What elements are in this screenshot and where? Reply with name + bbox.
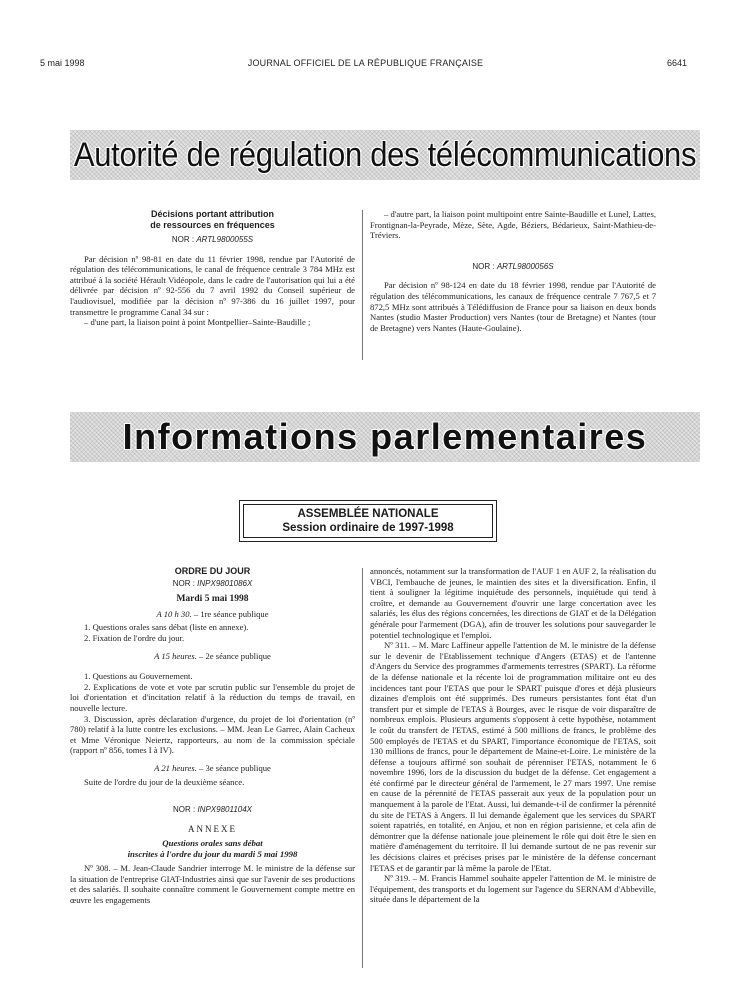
question-paragraph: annoncés, notamment sur la transformation de l'AUF 1 en AUF 2, la réalisation du VBCI, l'embauche de jeunes, le maintien des sites et la diversification. Enfin, il tient à souligner la légitime inquiétude des personnels, inquiétude qui tend à croître, et demande au Gouvernement d'ouvrir une large concertation avec les salariés, les élus des régions concernées, les directions de GIAT et de la Délégation générale pour l'armement (DGA), afin de trouver les solutions pour sauvegarder le potentiel technologique et l'emploi.	[370, 566, 656, 640]
agenda-column-right	[370, 566, 656, 905]
nor-code: INPX9801086X	[197, 578, 253, 588]
annexe-title: ANNEXE	[188, 823, 237, 834]
header-journal-title: JOURNAL OFFICIEL DE LA RÉPUBLIQUE FRANÇAISE	[247, 58, 484, 68]
decisions-title-line2: de ressources en fréquences	[150, 220, 275, 230]
nor-label: NOR :	[171, 235, 195, 244]
decision-list-item: – d'une part, la liaison point à point Montpellier–Sainte-Baudille ;	[84, 317, 311, 328]
session-label: – 1re séance publique	[191, 608, 269, 619]
decision-list-item: – d'autre part, la liaison point multipoint entre Sainte-Baudille et Lunel, Lattes, Frontignan-la-Peyrade, Mèze, Sète, Agde, Béziers, Bédarieux, Saint-Mathieu-de-Tréviers.	[370, 209, 656, 241]
session-label: – 2e séance publique	[196, 650, 271, 661]
session-time: A 10 h 30.	[156, 608, 192, 619]
nor-reference	[70, 805, 355, 816]
header-page-number: 6641	[666, 58, 687, 68]
decisions-title-line1: Décisions portant attribution	[150, 209, 274, 219]
agenda-item: 2. Fixation de l'ordre du jour.	[84, 632, 185, 643]
assemblee-title: ASSEMBLÉE NATIONALE	[297, 508, 439, 520]
decisions-column-right	[370, 209, 656, 333]
agenda-item: 1. Questions orales sans débat (liste en annexe).	[84, 622, 249, 633]
nor-label: NOR :	[472, 261, 495, 271]
session-heading	[70, 609, 355, 620]
session-time: A 21 heures.	[154, 762, 197, 773]
nor-code: INPX9801104X	[197, 805, 253, 815]
agenda-item: 2. Explications de vote et vote par scrutin public sur l'ensemble du projet de loi d'orientation et d'incitation relatif à la réduction du temps de travail, en nouvelle lecture.	[70, 681, 355, 713]
column-divider	[362, 568, 363, 968]
session-label: – 3e séance publique	[196, 762, 271, 773]
nor-code: ARTL9800056S	[496, 261, 554, 271]
banner-parliament-title: Informations parlementaires	[122, 416, 648, 457]
questions-title-line2: inscrites à l'ordre du jour du mardi 5 mai 1998	[127, 848, 298, 859]
header-date: 5 mai 1998	[40, 58, 85, 68]
nor-reference	[70, 579, 355, 590]
column-divider	[362, 210, 363, 360]
decisions-column-left	[70, 209, 355, 328]
session-time: A 15 heures.	[154, 650, 197, 661]
agenda-column-left	[70, 566, 355, 906]
agenda-title: ORDRE DU JOUR	[174, 566, 251, 576]
assemblee-box-inner	[243, 504, 493, 538]
nor-label: NOR :	[172, 805, 196, 815]
section-banner-parliament	[70, 412, 700, 462]
agenda-item: 1. Questions au Gouvernement.	[84, 671, 193, 682]
question-paragraph: Nº 319. – M. Francis Hammel souhaite appeler l'attention de M. le ministre de l'équipement, des transports et du logement sur l'agence du SERNAM d'Abbeville, située dans le département de la	[370, 873, 656, 905]
nor-reference	[70, 235, 355, 246]
agenda-day: Mardi 5 mai 1998	[176, 594, 249, 605]
question-paragraph: Nº 311. – M. Marc Laffineur appelle l'attention de M. le ministre de la défense sur le devenir de l'Etablissement technique d'Angers (ETAS) et de l'antenne d'Angers du Service des programmes d'armements terrestres (SPART). La réforme de la défense nationale et la récente loi de programmation militaire ont eu des incidences tant pour l'ETAS que pour le SPART puisque d'ores et déjà plusieurs dizaines d'emplois ont été supprimés. Des rumeurs persistantes font état d'un transfert pur et simple de l'ETAS à Bourges, avec le risque de voir disparaître de nombreux emplois. Plusieurs arguments s'opposent à cette hypothèse, notamment le coût du transfert de l'ETAS, estimé à 500 millions de francs, le problème des 500 employés de l'ETAS et du SPART, l'importance économique de l'ETAS, soit 130 millions de francs, pour le département de Maine-et-Loire. Le ministère de la défense a toujours affirmé son souhait de pérenniser l'ETAS, notamment le 6 novembre 1996, lors de la discussion du budget de la défense. Cet engagement a été confirmé par le directeur général de l'armement, le 27 mars 1997. Une remise en cause de la pérennité de l'ETAS passerait aux yeux de la population pour un manquement à la parole de l'Etat. Aussi, lui demande-t-il de confirmer la pérennité du site de l'ETAS à Angers. Il lui demande également que les services du SPART soient rapatriés, en totalité, en Anjou, et non en région parisienne, et cela afin de démontrer que la défense nationale joue pleinement le rôle qui doit être le sien en matière d'aménagement du territoire. Il lui demande surtout de ne pas revenir sur les décisions claires et précises prises par le ministère de la défense concernant l'ETAS et de garantir par là même la parole de l'Etat.	[370, 640, 656, 873]
agenda-text: Suite de l'ordre du jour de la deuxième séance.	[84, 776, 245, 787]
session-title: Session ordinaire de 1997-1998	[282, 522, 454, 534]
decision-paragraph: Par décision nº 98-124 en date du 18 février 1998, rendue par l'Autorité de régulation des télécommunications, les canaux de fréquence centrale 7 767,5 et 7 872,5 MHz sont attribués à Télédiffusion de France pour sa liaison en deux bonds Nantes (studio Master Production) vers Nantes (tour de Bretagne) et Nantes (tour de Bretagne) vers Nantes (Haute-Goulaine).	[370, 280, 656, 333]
session-heading	[70, 651, 355, 662]
question-paragraph: Nº 308. – M. Jean-Claude Sandrier interroge M. le ministre de la défense sur la situation de l'entreprise GIAT-Industries ainsi que sur l'avenir de ses productions et des salariés. Il souhaite connaître comment le Gouvernement compte mettre en œuvre les engagements	[70, 863, 355, 906]
section-banner-arcep	[70, 130, 700, 180]
banner-arcep-title: Autorité de régulation des télécommunications	[73, 135, 697, 174]
agenda-item: 3. Discussion, après déclaration d'urgence, du projet de loi d'orientation (nº 780) relatif à la lutte contre les exclusions. – MM. Jean Le Garrec, Alain Cacheux et Mme Véronique Neiertz, rapporteurs, au nom de la commission spéciale (rapport nº 856, tomes I à IV).	[70, 713, 355, 756]
assemblee-box	[239, 500, 497, 542]
session-heading	[70, 763, 355, 774]
nor-code: ARTL9800055S	[196, 235, 254, 244]
nor-label: NOR :	[172, 578, 195, 588]
decision-paragraph: Par décision nº 98-81 en date du 11 février 1998, rendue par l'Autorité de régulation des télécommunications, le canal de fréquence centrale 3 784 MHz est attribué à la société Hérault Vidéopole, dans le cadre de l'autorisation qui lui a été délivrée par décision nº 92-556 du 7 avril 1992 du Conseil supérieur de l'audiovisuel, modifiée par la décision nº 97-386 du 16 juillet 1997, pour transmettre le programme Canal 34 sur :	[70, 253, 355, 317]
questions-title-line1: Questions orales sans débat	[162, 838, 263, 849]
nor-reference	[370, 262, 656, 273]
